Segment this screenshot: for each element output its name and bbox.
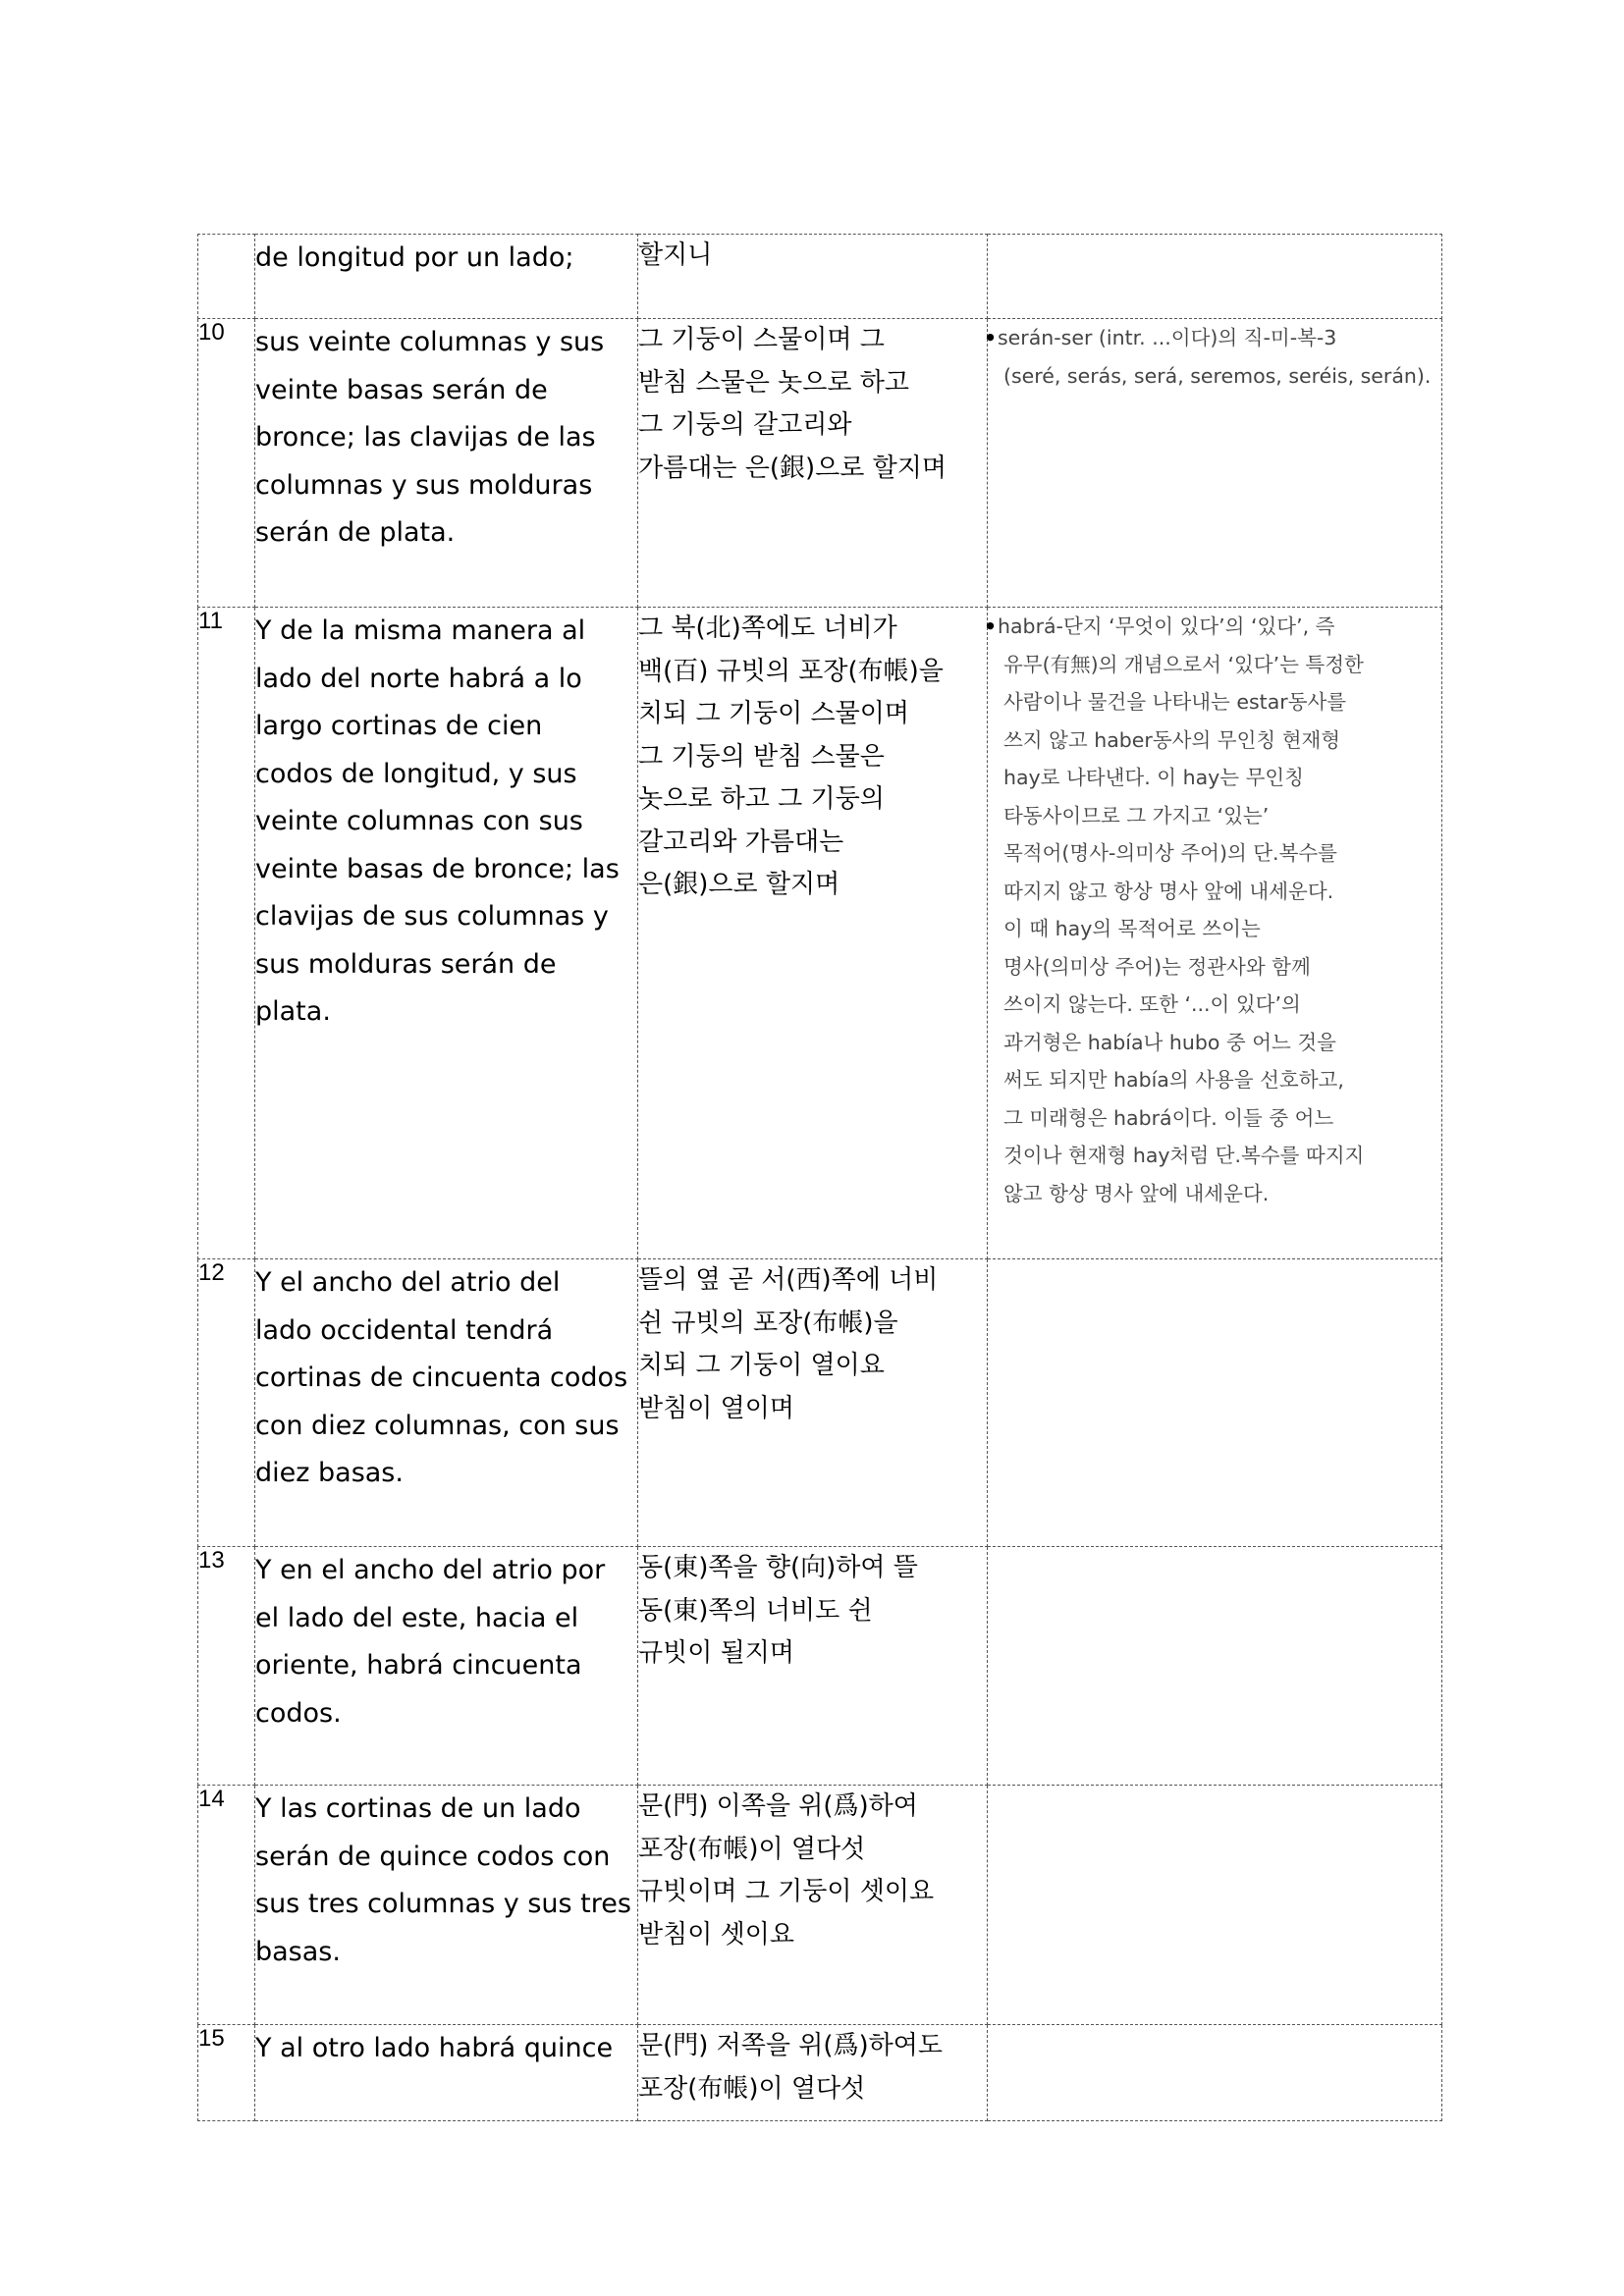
spanish-text-line: diez basas.	[255, 1458, 404, 1488]
verse-number: 14	[198, 1786, 255, 2025]
grammar-note-cell	[988, 235, 1442, 319]
spanish-text-line: Y el ancho del atrio del	[255, 1267, 561, 1298]
spanish-text-line: clavijas de sus columnas y	[255, 901, 609, 932]
korean-text-cell	[638, 1547, 988, 1786]
spanish-text-cell	[255, 235, 638, 319]
korean-text-line: 그 기둥의 갈고리와	[638, 410, 852, 440]
grammar-note-cell	[988, 2025, 1442, 2121]
spanish-text-line: serán de plata.	[255, 517, 456, 548]
grammar-note-cell	[988, 608, 1442, 1259]
korean-text-line: 문(門) 저쪽을 위(爲)하여도	[638, 2031, 944, 2060]
spanish-text-line: bronce; las clavijas de las	[255, 422, 596, 453]
korean-text-line: 그 기둥이 스물이며 그	[638, 325, 885, 354]
grammar-note-line: 유무(有無)의 개념으로서 ‘있다’는 특정한	[1003, 652, 1364, 676]
spanish-text-cell	[255, 1547, 638, 1786]
korean-text-cell	[638, 2025, 988, 2121]
spanish-text-line: sus veinte columnas y sus	[255, 327, 605, 357]
spanish-text-line: columnas y sus molduras	[255, 469, 593, 501]
korean-text-cell	[638, 235, 988, 319]
grammar-note-line: 목적어(명사-의미상 주어)의 단.복수를	[1003, 841, 1337, 865]
grammar-note-line: 쓰지 않고 haber동사의 무인칭 현재형	[1003, 727, 1341, 752]
table-row	[198, 2025, 1442, 2121]
grammar-note-line: 타동사이므로 그 가지고 ‘있는’	[1003, 803, 1270, 828]
korean-text-line: 규빗이며 그 기둥이 셋이요	[638, 1877, 935, 1906]
verse-number	[198, 235, 255, 319]
korean-text-cell	[638, 1786, 988, 2025]
spanish-text-line: sus tres columnas y sus tres	[255, 1889, 631, 1919]
grammar-note-line: 사람이나 물건을 나타내는 estar동사를	[1003, 690, 1347, 714]
spanish-text-line: codos de longitud, y sus	[255, 758, 577, 789]
grammar-note-cell	[988, 1786, 1442, 2025]
grammar-note-line: 이 때 hay의 목적어로 쓰이는	[1003, 917, 1261, 940]
grammar-note-line: • habrá-단지 ‘무엇이 있다’의 ‘있다’, 즉	[988, 608, 1441, 646]
spanish-text-line: cortinas de cincuenta codos	[255, 1362, 628, 1393]
spanish-text-line: de longitud por un lado;	[255, 242, 574, 273]
grammar-note-cell	[988, 319, 1442, 608]
korean-text-line: 그 기둥의 받침 스물은	[638, 741, 885, 772]
korean-text-cell	[638, 608, 988, 1259]
korean-text-line: 포장(布帳)이 열다섯	[638, 1834, 866, 1864]
korean-text-line: 문(門) 이쪽을 위(爲)하여	[638, 1791, 918, 1821]
spanish-text-line: el lado del este, hacia el	[255, 1602, 579, 1633]
spanish-text-line: Y al otro lado habrá quince	[255, 2033, 614, 2063]
spanish-text-line: basas.	[255, 1936, 341, 1967]
spanish-text-line: largo cortinas de cien	[255, 711, 543, 741]
korean-text-line: 가름대는 은(銀)으로 할지며	[638, 453, 947, 483]
spanish-text-line: Y de la misma manera al	[255, 615, 586, 646]
spanish-text-cell	[255, 1259, 638, 1547]
spanish-text-line: veinte columnas con sus	[255, 806, 583, 836]
translation-table-body	[198, 235, 1442, 2121]
spanish-text-line: oriente, habrá cincuenta	[255, 1650, 582, 1681]
korean-text-line: 동(東)쪽의 너비도 쉰	[638, 1595, 873, 1626]
spanish-text-cell	[255, 1786, 638, 2025]
spanish-text-cell	[255, 608, 638, 1259]
grammar-note-line: hay로 나타낸다. 이 hay는 무인칭	[1003, 766, 1304, 789]
korean-text-line: 받침이 열이며	[638, 1393, 794, 1423]
korean-text-line: 은(銀)으로 할지며	[638, 870, 840, 899]
table-row	[198, 319, 1442, 608]
spanish-text-line: serán de quince codos con	[255, 1841, 611, 1872]
spanish-text-line: Y las cortinas de un lado	[255, 1793, 581, 1824]
korean-text-line: 포장(布帳)이 열다섯	[638, 2073, 866, 2104]
grammar-note-line: 써도 되지만 había의 사용을 선호하고,	[1003, 1068, 1344, 1092]
korean-text-cell	[638, 319, 988, 608]
grammar-note-line: 것이나 현재형 hay처럼 단.복수를 따지지	[1003, 1144, 1365, 1167]
table-row	[198, 1547, 1442, 1786]
korean-text-line: 받침이 셋이요	[638, 1919, 794, 1949]
spanish-text-line: lado del norte habrá a lo	[255, 663, 582, 694]
table-row	[198, 608, 1442, 1259]
spanish-text-cell	[255, 319, 638, 608]
grammar-note-line: 않고 항상 명사 앞에 내세운다.	[1003, 1181, 1270, 1205]
table-row	[198, 1786, 1442, 2025]
spanish-text-line: sus molduras serán de	[255, 948, 557, 980]
spanish-text-line: con diez columnas, con sus	[255, 1410, 620, 1441]
korean-text-cell	[638, 1259, 988, 1547]
grammar-note-line: • serán-ser (intr. ...이다)의 직-미-복-3	[988, 319, 1441, 357]
grammar-note-line: 쓰이지 않는다. 또한 ‘...이 있다’의	[1003, 992, 1301, 1016]
spanish-text-line: veinte basas de bronce; las	[255, 853, 620, 884]
verse-number: 11	[198, 608, 255, 1259]
korean-text-line: 규빗이 될지며	[638, 1638, 794, 1668]
korean-text-line: 그 북(北)쪽에도 너비가	[638, 614, 897, 643]
korean-text-line: 백(百) 규빗의 포장(布帳)을	[638, 656, 944, 686]
verse-number: 12	[198, 1259, 255, 1547]
korean-text-line: 쉰 규빗의 포장(布帳)을	[638, 1308, 898, 1338]
spanish-text-line: codos.	[255, 1697, 342, 1729]
korean-text-line: 할지니	[638, 240, 713, 270]
verse-number: 10	[198, 319, 255, 608]
translation-table	[197, 234, 1442, 2121]
spanish-text-line: Y en el ancho del atrio por	[255, 1555, 606, 1585]
grammar-note-line: 그 미래형은 habrá이다. 이들 중 어느	[1003, 1105, 1334, 1130]
spanish-text-line: plata.	[255, 996, 331, 1027]
verse-number: 13	[198, 1547, 255, 1786]
grammar-note-line: 과거형은 había나 hubo 중 어느 것을	[1003, 1030, 1336, 1054]
korean-text-line: 받침 스물은 놋으로 하고	[638, 367, 909, 398]
korean-text-line: 갈고리와 가름대는	[638, 827, 844, 857]
table-row	[198, 1259, 1442, 1547]
grammar-note-line: (seré, serás, será, seremos, seréis, serán).	[1003, 363, 1432, 388]
grammar-note-cell	[988, 1547, 1442, 1786]
grammar-note-cell	[988, 1259, 1442, 1547]
spanish-text-cell	[255, 2025, 638, 2121]
korean-text-line: 치되 그 기둥이 스물이며	[638, 699, 909, 728]
verse-number: 15	[198, 2025, 255, 2121]
spanish-text-line: lado occidental tendrá	[255, 1314, 554, 1346]
spanish-text-line: veinte basas serán de	[255, 374, 548, 405]
grammar-note-line: 따지지 않고 항상 명사 앞에 내세운다.	[1003, 879, 1334, 903]
korean-text-line: 뜰의 옆 곧 서(西)쪽에 너비	[638, 1265, 939, 1295]
table-row	[198, 235, 1442, 319]
korean-text-line: 치되 그 기둥이 열이요	[638, 1351, 885, 1380]
korean-text-line: 동(東)쪽을 향(向)하여 뜰	[638, 1553, 918, 1582]
korean-text-line: 놋으로 하고 그 기둥의	[638, 784, 885, 814]
grammar-note-line: 명사(의미상 주어)는 정관사와 함께	[1003, 954, 1311, 979]
